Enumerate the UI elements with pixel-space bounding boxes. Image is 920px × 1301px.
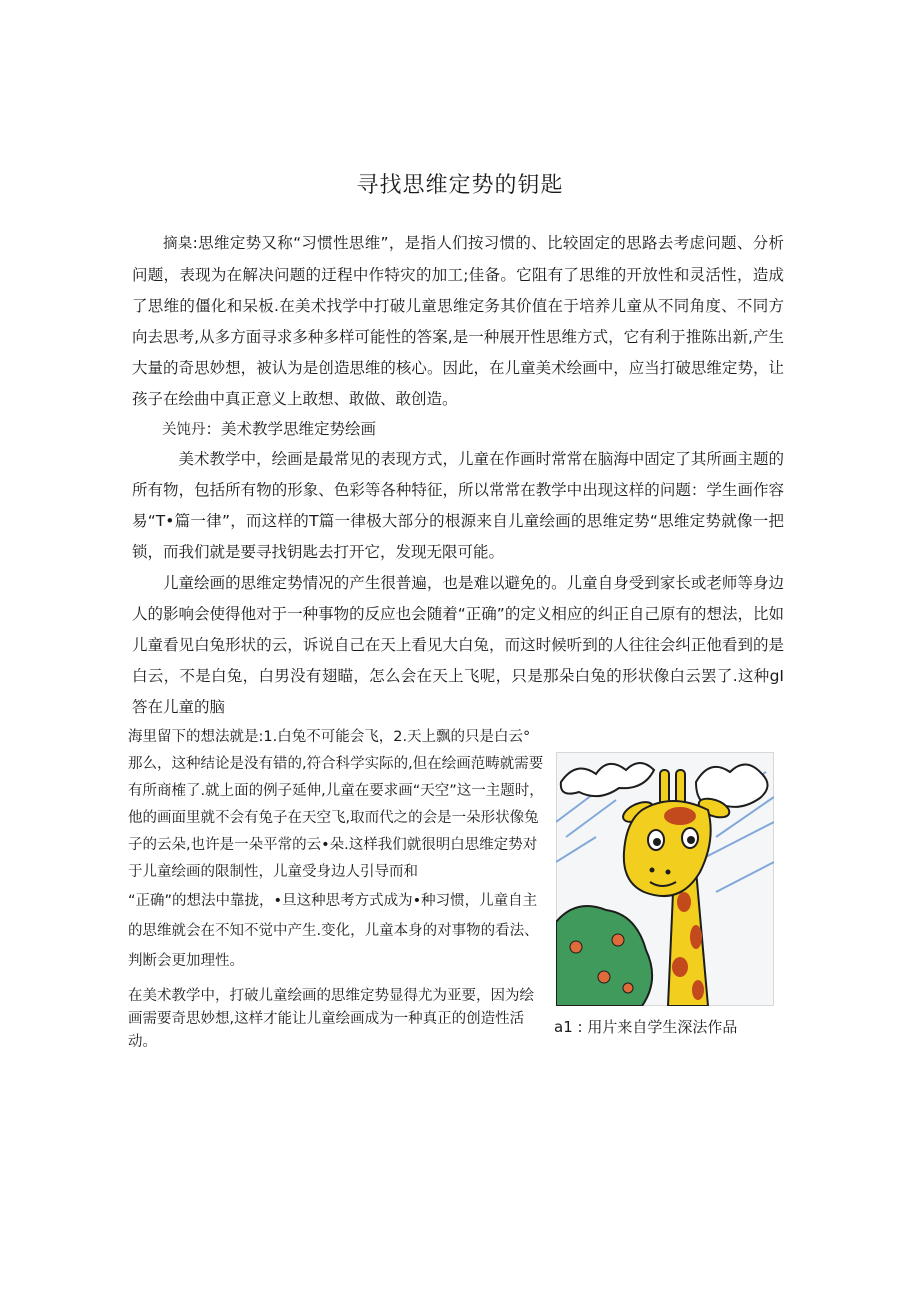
body-paragraph-1: 美术教学中，绘画是最常见的表现方式，儿童在作画时常常在脑海中固定了其所画主题的所有物，包括所有物的形象、色彩等各种特征，所以常常在教学中出现这样的问题：学生画作容易“T•篇一律”，而这样的T篇一律极大部分的根源来自儿童绘画的思维定势“思维定势就像一把锁，而我们就是要寻找钥匙去打开它，发现无限可能。	[132, 450, 784, 561]
student-artwork-figure	[556, 752, 774, 1006]
keywords-text: ：美术教学思维定势绘画	[205, 420, 377, 438]
body-paragraph-5: 在美术教学中，打破儿童绘画的思维定势显得尤为亚要，因为绘画需要奇思妙想,这样才能让儿童绘画成为一种真正的创造性活动。	[128, 988, 534, 1050]
abstract-label: 摘臬	[163, 236, 193, 252]
page-title: 寻找思维定势的钥匙	[356, 173, 564, 198]
keywords-label: 关饨丹	[162, 422, 206, 438]
figure-caption: a1 : 用片来自学生深法作品	[554, 1018, 738, 1036]
giraffe-drawing-icon	[556, 752, 774, 1006]
body-paragraph-3: 海里留下的想法就是:1.白兔不可能会飞，2.天上飘的只是白云° 那么，这种结论是没有错的,符合科学实际的,但在绘画范畴就需要有所商榷了.就上面的例子延伸,儿童在要求画“天空”这一主题时，他的画面里就不会有兔子在天空飞,取而代之的会是一朵形状像兔子的云朵,也许是一朵平常的云•朵.这样我们就很明白思维定势对于儿童绘画的限制性，儿童受身边人引导而和	[128, 729, 544, 880]
abstract-text: :思维定势又称“习惯性思维”，是指人们按习惯的、比较固定的思路去考虑问题、分析问题，表现为在解决问题的迂程中作特灾的加工;佳备。它阻有了思维的开放性和灵活性，造成了思维的僵化和呆板.在美术找学中打破儿童思维定务其价值在于培养儿童从不同角度、不同方向去思考,从多方面寻求多种多样可能性的答案,是一种展开性思维方式，它有利于推陈出新,产生大量的奇思妙想，被认为是创造思维的核心。因此，在儿童美术绘画中，应当打破思维定势，让孩子在绘曲中真正意义上敢想、敢做、敢创造。	[132, 234, 784, 408]
body-paragraph-2: 儿童绘画的思维定势情况的产生很普遍，也是难以避免的。儿童自身受到家长或老师等身边人的影响会使得他对于一种事物的反应也会随着“正确”的定义相应的纠正自己原有的想法，比如儿童看见白兔形状的云，诉说自己在天上看见大白兔，而这时候听到的人往往会纠正他看到的是白云，不是白兔，白男没有翅瞄，怎么会在天上飞呢，只是那朵白兔的形状像白云罢了.这种gI答在儿童的脑	[132, 574, 784, 716]
abstract-paragraph	[132, 228, 784, 415]
body-paragraph-4: “正确”的想法中靠拢，•旦这种思考方式成为•种习惯，儿童自主的思维就会在不知不觉中产生.变化，儿童本身的对事物的看法、判断会更加理性。	[128, 893, 539, 969]
keywords-line	[162, 414, 782, 446]
